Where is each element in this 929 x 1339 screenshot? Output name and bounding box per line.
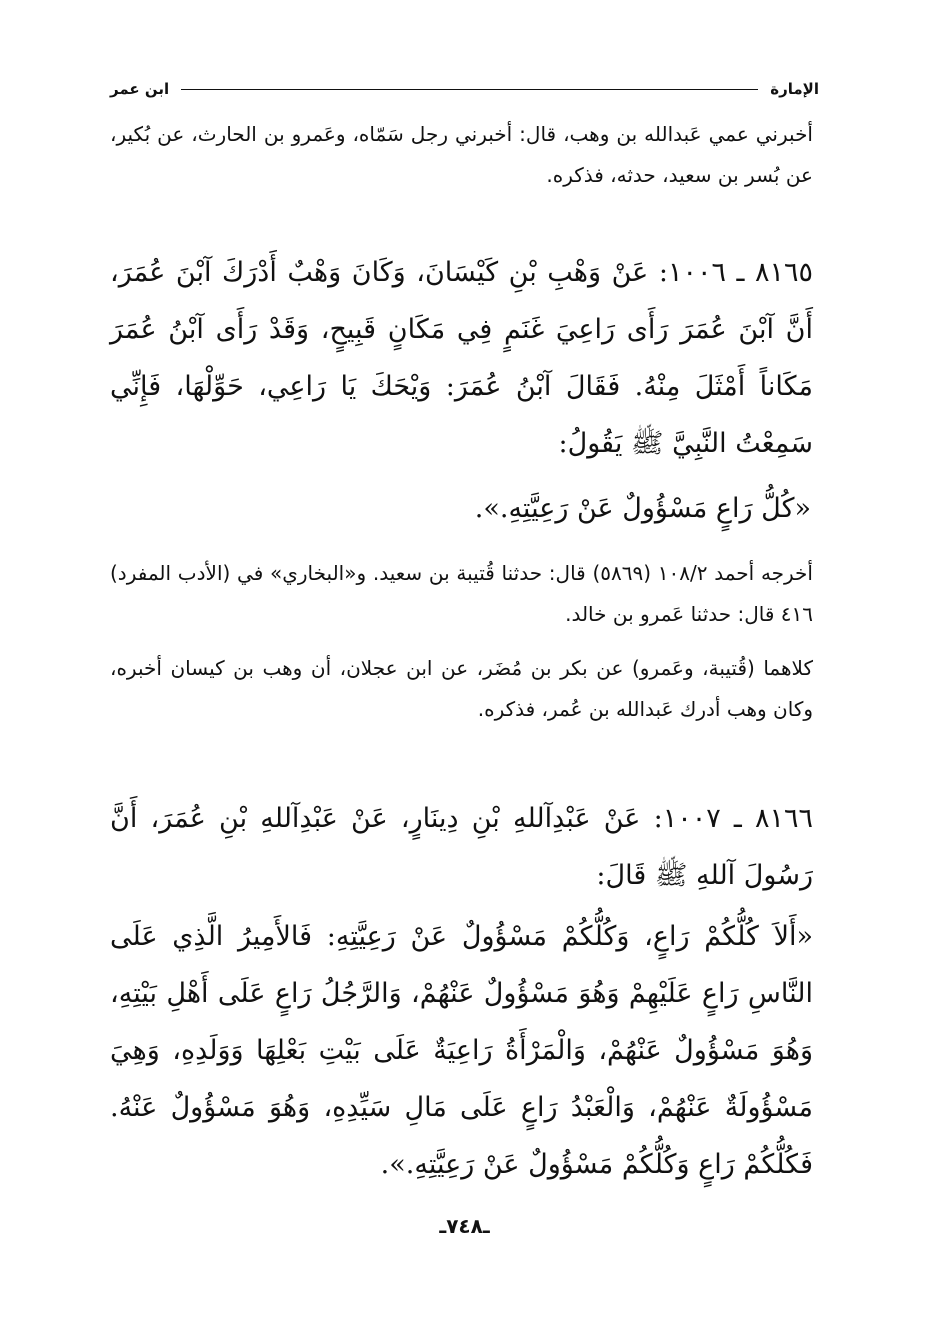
hadith-8165-text: ٨١٦٥ ـ ١٠٠٦: عَنْ وَهْبِ بْنِ كَيْسَانَ، وَكَانَ وَهْبٌ أَدْرَكَ آبْنَ عُمَرَ، أَنَّ آبْنَ عُمَرَ رَأَى رَاعِيَ غَنَمٍ فِي مَكَانٍ قَبِيحٍ، وَقَدْ رَأَى آبْنُ عُمَرَ مَكَاناً أَمْثَلَ مِنْهُ. فَقَالَ آبْنُ عُمَرَ: وَيْحَكَ يَا رَاعِي، حَوِّلْهَا، فَإِنِّي سَمِعْتُ النَّبِيَّ ﷺ يَقُولُ: xyxy=(110,257,814,459)
running-header xyxy=(110,76,819,102)
section-title: ابن عمر xyxy=(110,80,170,98)
hadith-8166-quote: «أَلاَ كُلُّكُمْ رَاعٍ، وَكُلُّكُمْ مَسْؤُولٌ عَنْ رَعِيَّتِهِ: فَالأَمِيرُ الَّذِي عَلَى النَّاسِ رَاعٍ عَلَيْهِمْ وَهُوَ مَسْؤُولٌ عَنْهُمْ، وَالرَّجُلُ رَاعٍ عَلَى أَهْلِ بَيْتِهِ، وَهُوَ مَسْؤُولٌ عَنْهُمْ، وَالْمَرْأَةُ رَاعِيَةٌ عَلَى بَيْتِ بَعْلِهَا وَوَلَدِهِ، وَهِيَ مَسْؤُولَةٌ عَنْهُمْ، وَالْعَبْدُ رَاعٍ عَلَى مَالِ سَيِّدِهِ، وَهُوَ مَسْؤُولٌ عَنْهُ. فَكُلُّكُمْ رَاعٍ وَكُلُّكُمْ مَسْؤُولٌ عَنْ رَعِيَّتِهِ.». xyxy=(110,921,813,1180)
chapter-title: الإمارة xyxy=(770,80,819,98)
intro-paragraph: أخبرني عمي عَبدالله بن وهب، قال: أخبرني رجل سَمّاه، وعَمرو بن الحارث، عن بُكير، عن بُسر بن سعيد، حدثه، فذكره. xyxy=(110,122,813,187)
page-number: ـ٧٤٨ـ xyxy=(439,1214,490,1238)
hadith-8165-quote: «كُلُّ رَاعٍ مَسْؤُولٌ عَنْ رَعِيَّتِهِ.». xyxy=(474,493,811,524)
takhrij-8165-p1: أخرجه أحمد ١٠٨/٢ (٥٨٦٩) قال: حدثنا قُتيبة بن سعيد. و«البخاري» في (الأدب المفرد) ٤١٦ قال: حدثنا عَمرو بن خالد. xyxy=(110,561,813,626)
hadith-8166-text: ٨١٦٦ ـ ١٠٠٧: عَنْ عَبْدِآللهِ بْنِ دِينَارٍ، عَنْ عَبْدِآللهِ بْنِ عُمَرَ، أَنَّ رَسُولَ آللهِ ﷺ قَالَ: xyxy=(110,803,813,891)
takhrij-8165-p2: كلاهما (قُتيبة، وعَمرو) عن بكر بن مُضَر، عن ابن عجلان، أن وهب بن كيسان أخبره، وكان وهب أدرك عَبدالله بن عُمر، فذكره. xyxy=(110,656,813,721)
header-rule xyxy=(181,89,758,90)
